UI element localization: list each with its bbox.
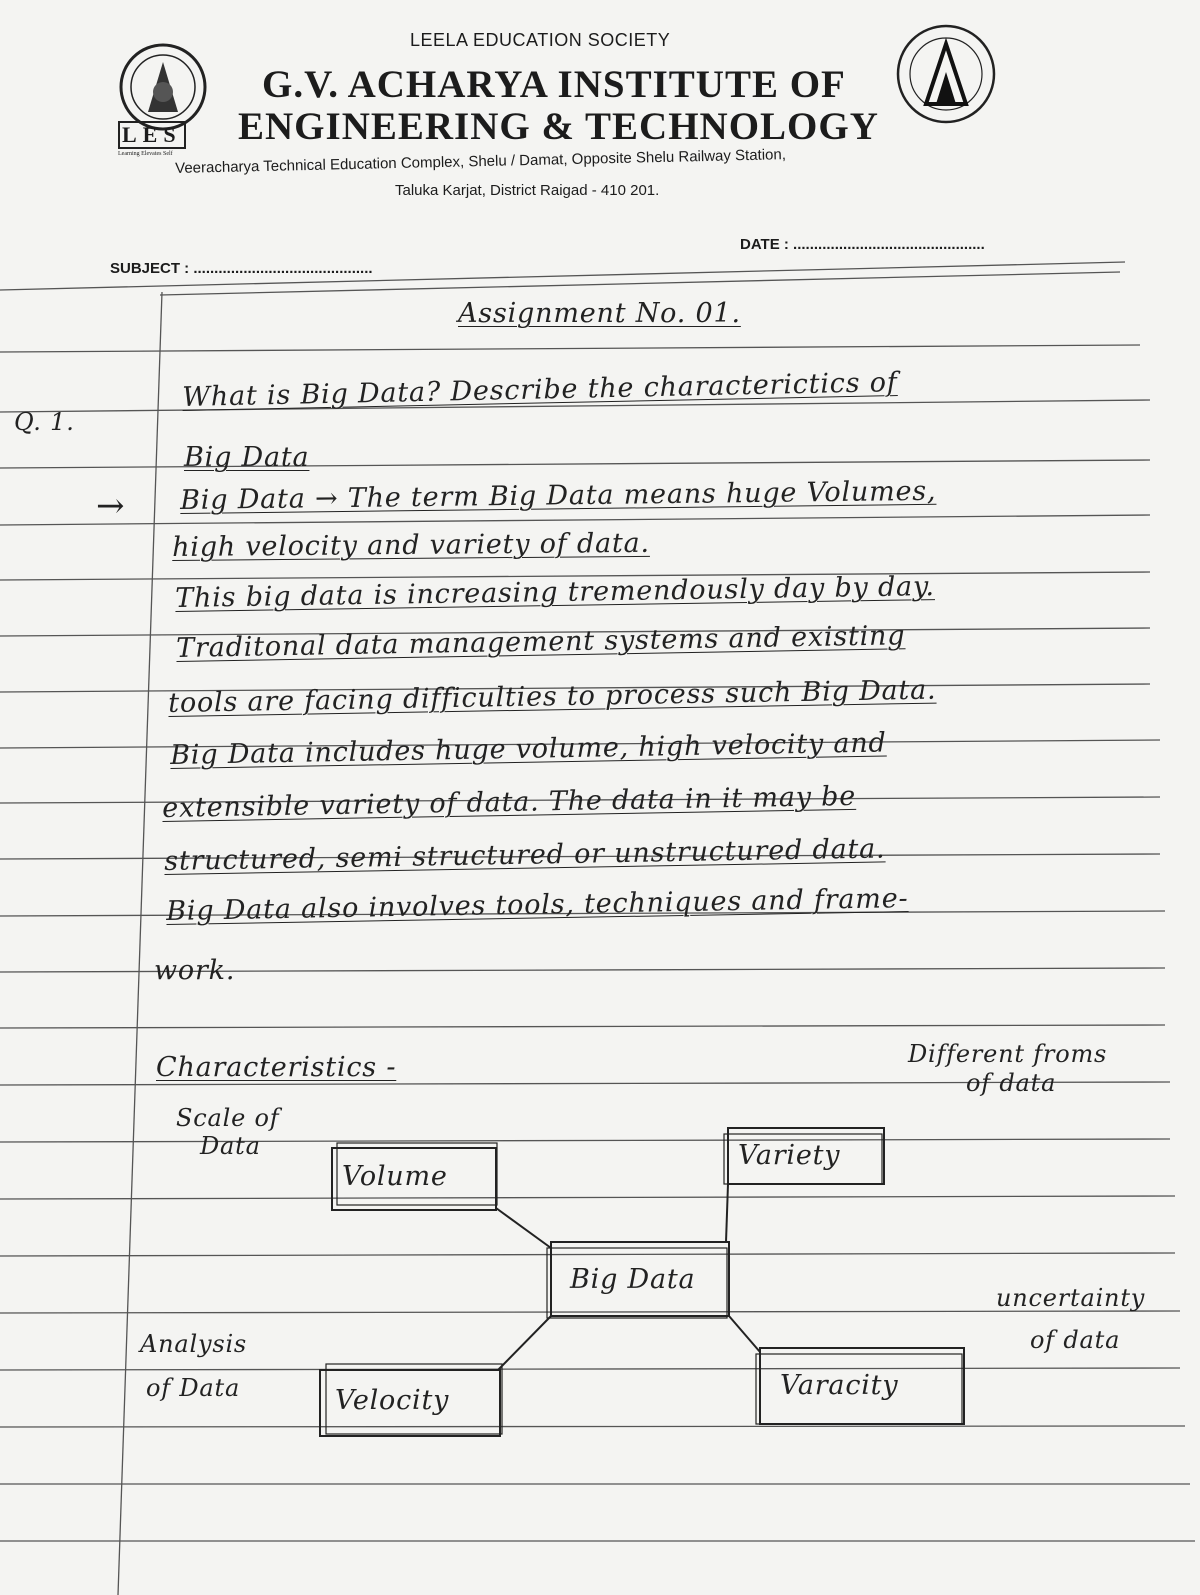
veracity-label: Varacity — [780, 1370, 899, 1401]
velocity-label: Velocity — [335, 1385, 450, 1416]
answer-line: Big Data includes huge volume, high velocity and — [170, 727, 887, 771]
answer-line: extensible variety of data. The data in it may be — [162, 780, 857, 824]
answer-line: work. — [154, 955, 236, 986]
characteristics-heading: Characteristics - — [156, 1052, 397, 1083]
center-label: Big Data — [570, 1264, 696, 1295]
volume-note-line: Scale of — [176, 1104, 280, 1132]
volume-note-line: Data — [200, 1132, 261, 1160]
answer-line: Big Data also involves tools, techniques and frame- — [166, 883, 909, 927]
institute-name-line1: G.V. ACHARYA INSTITUTE OF — [262, 63, 846, 106]
velocity-note-line: of Data — [146, 1374, 241, 1402]
variety-note-line: of data — [966, 1069, 1057, 1097]
answer-line: Big Data → The term Big Data means huge Volumes, — [180, 475, 937, 516]
veracity-note-line: uncertainty — [996, 1284, 1146, 1312]
institute-name-line2: ENGINEERING & TECHNOLOGY — [238, 105, 879, 148]
les-logo-tagline: Learning Elevates Self — [118, 151, 173, 157]
variety-label: Variety — [738, 1140, 841, 1171]
answer-line: structured, semi structured or unstructured data. — [164, 833, 886, 877]
address-line1: Veeracharya Technical Education Complex, Shelu / Damat, Opposite Shelu Railway Station, — [175, 146, 787, 177]
date-label: DATE : .............................................. — [740, 236, 985, 253]
answer-line: tools are facing difficulties to process such Big Data. — [168, 674, 937, 719]
answer-line: high velocity and variety of data. — [172, 527, 650, 563]
answer-line: This big data is increasing tremendously day by day. — [175, 571, 936, 614]
volume-label: Volume — [342, 1161, 448, 1192]
question-number: Q. 1. — [14, 408, 75, 436]
assignment-title: Assignment No. 01. — [458, 298, 741, 329]
address-line2: Taluka Karjat, District Raigad - 410 201. — [395, 182, 660, 199]
answer-line: Traditonal data management systems and existing — [176, 620, 906, 664]
subject-label: SUBJECT : ........................................... — [110, 260, 373, 277]
question-line: Big Data — [184, 442, 310, 473]
variety-note-line: Different froms — [908, 1040, 1108, 1068]
les-logo-text: LES — [118, 121, 186, 149]
question-line: What is Big Data? Describe the characterictics of — [182, 367, 898, 413]
society-name: LEELA EDUCATION SOCIETY — [410, 30, 671, 50]
veracity-note-line: of data — [1030, 1326, 1121, 1354]
answer-arrow: → — [96, 486, 126, 526]
velocity-note-line: Analysis — [140, 1330, 248, 1358]
